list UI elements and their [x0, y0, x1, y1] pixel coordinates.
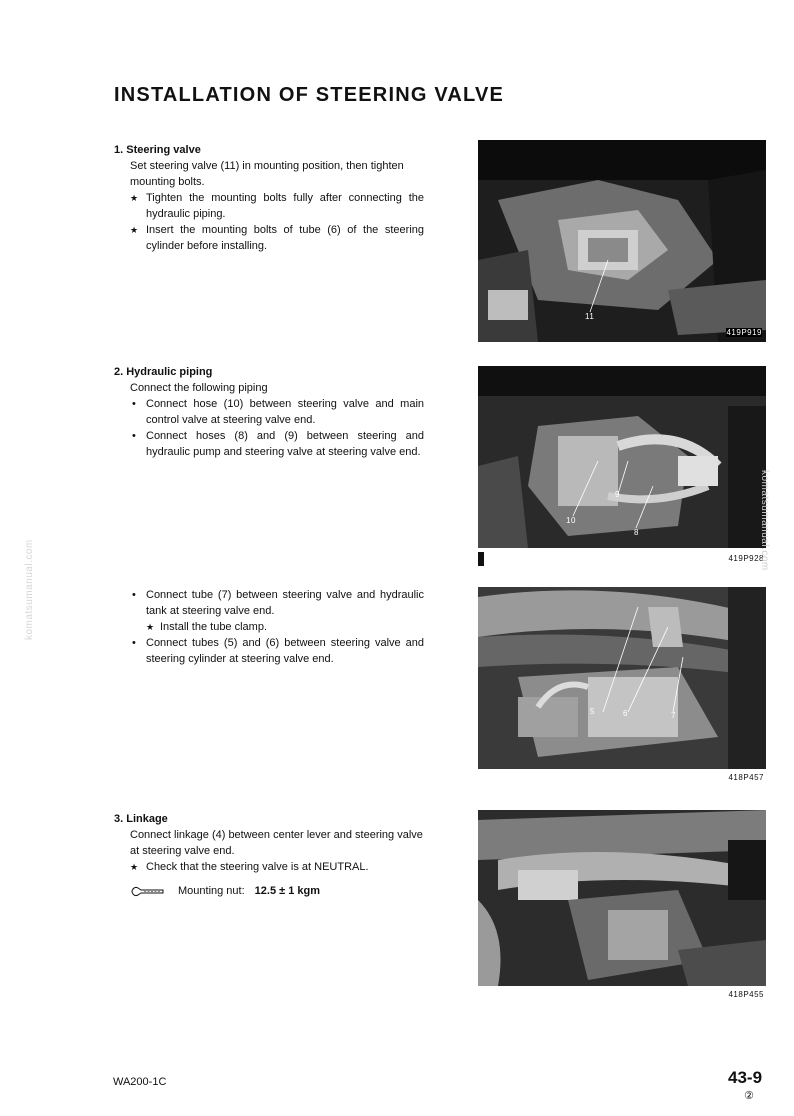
bullet-item	[130, 587, 424, 635]
photo-steering-valve	[478, 140, 766, 342]
note-list	[146, 619, 424, 635]
callout-label: 5	[590, 707, 595, 716]
torque-value: 12.5 ± 1 kgm	[254, 885, 321, 897]
photo-image	[478, 140, 766, 342]
torque-spec	[130, 883, 424, 899]
callout-label: 9	[615, 490, 620, 499]
section-heading: 1. Steering valve	[114, 144, 201, 156]
photo-code: 418P457	[728, 773, 764, 782]
section-steering-valve	[114, 142, 424, 254]
photo-linkage	[478, 810, 766, 1006]
bullet-item: • Connect hoses (8) and (9) between steering and hydraulic pump and steering valve at steering valve end.	[130, 428, 424, 460]
photo-code: 418P455	[728, 990, 764, 999]
torque-wrench-icon	[130, 885, 168, 897]
section-heading: 2. Hydraulic piping	[114, 366, 213, 378]
callout-label: 8	[634, 528, 639, 537]
watermark: komatsumanual.com	[759, 470, 770, 571]
photo-code: 419P928	[728, 554, 764, 563]
photo-hydraulic-piping	[478, 366, 766, 570]
note-list	[114, 190, 424, 254]
footer-page-number: 43-9	[728, 1068, 763, 1087]
footer-model: WA200-1C	[113, 1076, 167, 1088]
page-title: INSTALLATION OF STEERING VALVE	[114, 84, 505, 106]
section-linkage	[114, 811, 424, 899]
bullet-item: • Connect tubes (5) and (6) between steering valve and steering cylinder at steering valve end.	[130, 635, 424, 667]
bullet-item: • Connect hose (10) between steering valve and main control valve at steering valve end.	[130, 396, 424, 428]
section-hydraulic-piping	[114, 364, 424, 460]
section-text: Connect linkage (4) between center lever and steering valve at steering valve end.	[130, 829, 423, 857]
callout-label: 11	[585, 312, 595, 321]
torque-label: Mounting nut:	[178, 885, 245, 897]
note-item: ★ Insert the mounting bolts of tube (6) of the steering cylinder before installing.	[130, 222, 424, 254]
photo-tube-connections	[478, 587, 766, 791]
note-item: ★ Check that the steering valve is at NEUTRAL.	[130, 859, 424, 875]
bullet-list	[114, 396, 424, 460]
footer-revision: ②	[744, 1090, 754, 1102]
section-heading: 3. Linkage	[114, 813, 168, 825]
callout-label: 7	[671, 711, 676, 720]
watermark: komatsumanual.com	[24, 539, 35, 640]
section-text: Connect the following piping	[130, 382, 268, 394]
photo-image	[478, 810, 766, 1006]
callout-label: 6	[623, 709, 628, 718]
photo-image	[478, 587, 766, 791]
section-text: Set steering valve (11) in mounting position, then tighten mounting bolts.	[130, 160, 404, 188]
note-item: ★ Tighten the mounting bolts fully after connecting the hydraulic piping.	[130, 190, 424, 222]
section-hydraulic-piping-continued	[114, 587, 424, 667]
photo-code: 419P919	[726, 328, 762, 337]
note-list	[114, 859, 424, 875]
bullet-list	[114, 587, 424, 667]
bullet-text: Connect tube (7) between steering valve and hydraulic tank at steering valve end.	[146, 589, 424, 617]
callout-label: 10	[566, 516, 576, 525]
photo-image	[478, 366, 766, 570]
note-item: ★ Install the tube clamp.	[146, 619, 424, 635]
